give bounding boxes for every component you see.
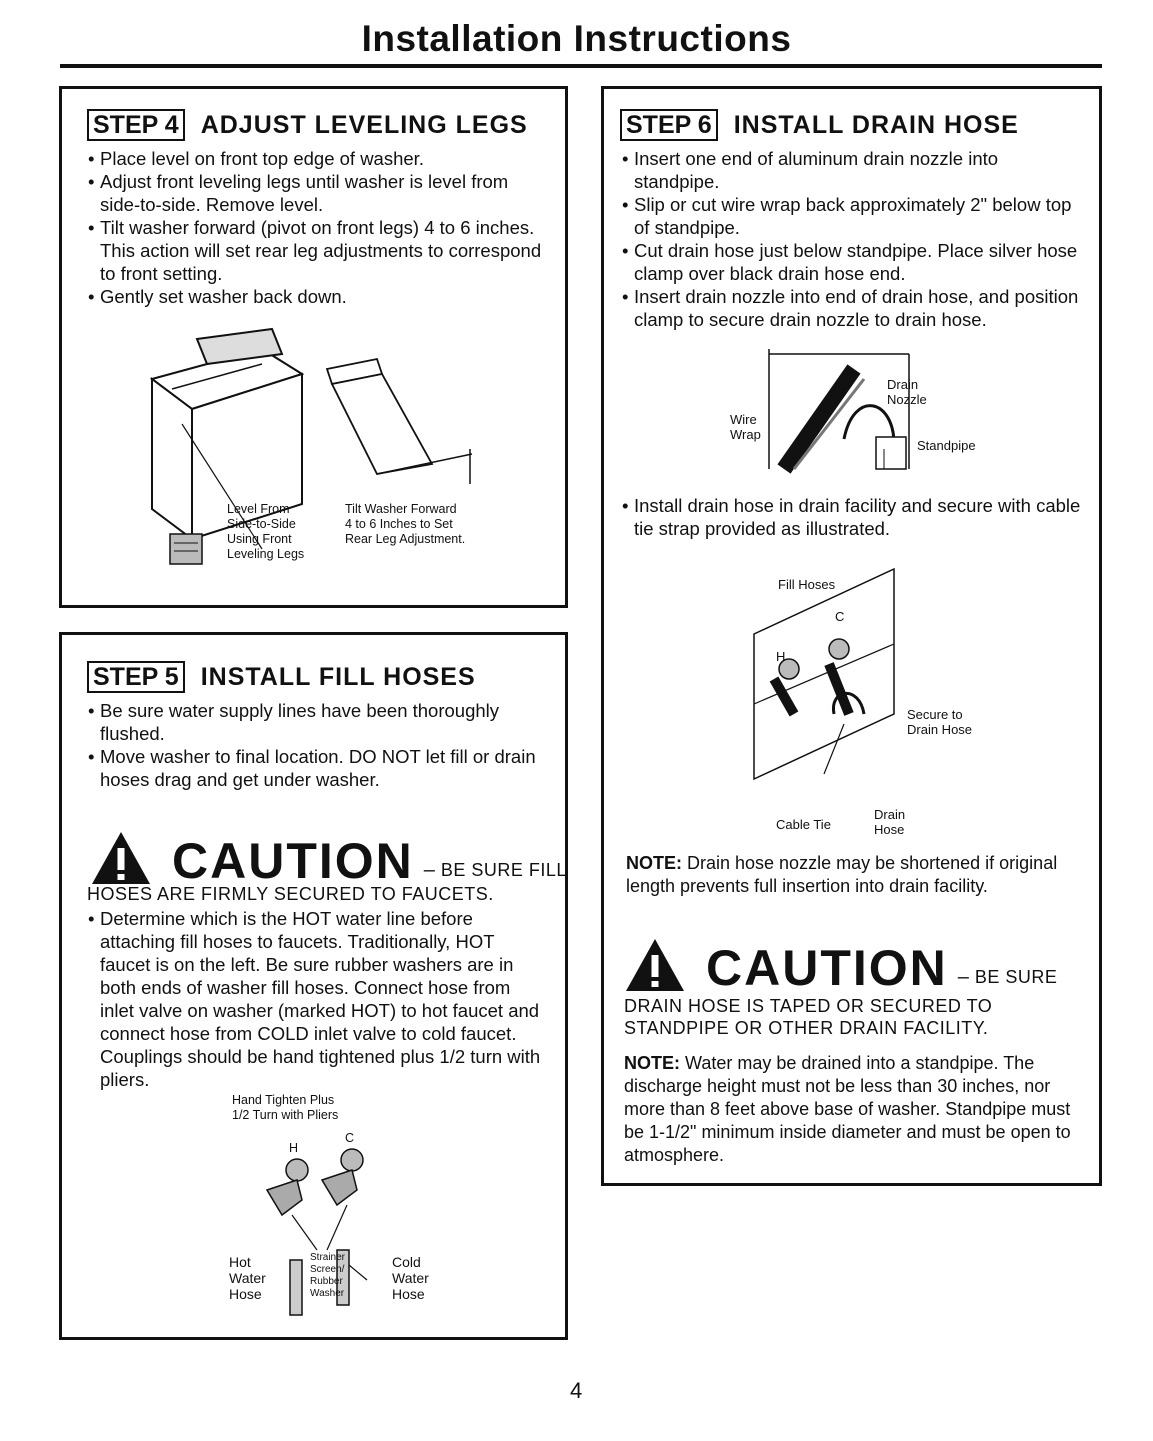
caption-hot-water-hose: Hot Water Hose (229, 1254, 266, 1302)
caption-secure-to-drain-hose: Secure to Drain Hose (907, 707, 973, 737)
step4-bullet: • Place level on front top edge of washer. (84, 147, 549, 170)
step5-caution-word: CAUTION (172, 833, 414, 889)
caution-dash: – (423, 859, 435, 881)
title-rule (60, 64, 1102, 68)
standpipe-illustration (764, 349, 914, 474)
step6-note-2 (624, 1052, 1094, 1167)
step6-title: INSTALL DRAIN HOSE (733, 110, 1019, 139)
step5-bullet: • Determine which is the HOT water line before attaching fill hoses to faucets. Traditionally, HOT faucet is on the left. Be sure rubber washers are in both ends of washer fill hoses. Connect hose from inlet valve on washer (marked HOT) to hot faucet and connect hose from COLD inlet valve to cold faucet. Couplings should be hand tightened plus 1/2 turn with pliers. (84, 907, 549, 1091)
step4-bullet: • Tilt washer forward (pivot on front legs) 4 to 6 inches. This action will set rear leg adjustments to correspond to front setting. (84, 216, 549, 285)
caption-cold-water-hose: Cold Water Hose (392, 1254, 429, 1302)
step4-bullets (84, 147, 549, 308)
step5-bullet: • Move washer to final location. DO NOT let fill or drain hoses drag and get under washer. (84, 745, 549, 791)
step5-bullets-2 (84, 907, 549, 1091)
step4-title: ADJUST LEVELING LEGS (200, 110, 528, 139)
note-label: NOTE: (624, 1053, 680, 1073)
step4-bullet: • Gently set washer back down. (84, 285, 549, 308)
step6-caution-word: CAUTION (706, 940, 948, 996)
step5-title: INSTALL FILL HOSES (200, 662, 476, 691)
step5-panel (59, 632, 568, 1340)
caption-drain-nozzle: Drain Nozzle (887, 377, 927, 407)
step5-bullet: • Be sure water supply lines have been thoroughly flushed. (84, 699, 549, 745)
caption-wire-wrap: Wire Wrap (730, 412, 761, 442)
step6-tag: STEP 6 (620, 109, 718, 141)
step4-panel (59, 86, 568, 608)
label-cold-c: C (835, 609, 845, 624)
note-label: NOTE: (626, 853, 682, 873)
step6-bullet: • Cut drain hose just below standpipe. Place silver hose clamp over black drain hose end. (618, 239, 1088, 285)
caption-hand-tighten: Hand Tighten Plus 1/2 Turn with Pliers (232, 1093, 339, 1122)
caption-cable-tie: Cable Tie (776, 817, 831, 832)
step6-bullet: • Install drain hose in drain facility and secure with cable tie strap provided as illustrated. (618, 494, 1088, 540)
page-title: Installation Instructions (361, 18, 792, 59)
step4-header (87, 109, 528, 141)
step6-panel (601, 86, 1102, 1186)
step5-tag: STEP 5 (87, 661, 185, 693)
warning-triangle-icon (624, 937, 686, 993)
caption-strainer-screen: Strainer Screen/ Rubber Washer (310, 1252, 346, 1299)
caption-tilt-washer: Tilt Washer Forward 4 to 6 Inches to Set Rear Leg Adjustment. (345, 502, 466, 546)
caption-level-from: Level From Side-to-Side Using Front Leveling Legs (227, 502, 305, 561)
step6-bullet: • Insert drain nozzle into end of drain hose, and position clamp to secure drain nozzle to drain hose. (618, 285, 1088, 331)
step4-tag: STEP 4 (87, 109, 185, 141)
step6-caution-line (624, 937, 1058, 996)
step6-bullet: • Insert one end of aluminum drain nozzle into standpipe. (618, 147, 1088, 193)
step6-bullets-2 (618, 494, 1088, 540)
label-hot-h: H (289, 1141, 299, 1155)
step6-note-1 (626, 852, 1091, 898)
label-hot-h: H (776, 649, 786, 664)
step6-header (620, 109, 1019, 141)
warning-triangle-icon (90, 830, 152, 886)
note-text: Drain hose nozzle may be shortened if original length prevents full insertion into drain facility. (626, 853, 1058, 896)
caption-standpipe: Standpipe (917, 438, 976, 453)
caution-dash: – (957, 966, 969, 988)
washer-tilt-illustration (322, 354, 482, 494)
step5-header (87, 661, 476, 693)
step5-caution-tail: BE SURE FILL (440, 860, 567, 880)
step5-caution-line (90, 830, 567, 889)
step5-caution-continuation: HOSES ARE FIRMLY SECURED TO FAUCETS. (87, 884, 494, 904)
step6-caution-tail: BE SURE (974, 967, 1058, 987)
step6-bullet: • Slip or cut wire wrap back approximately 2" below top of standpipe. (618, 193, 1088, 239)
drain-facility-illustration (744, 564, 904, 784)
step4-bullet: • Adjust front leveling legs until washer is level from side-to-side. Remove level. (84, 170, 549, 216)
caption-drain-hose: Drain Hose (874, 807, 906, 837)
note-text: Water may be drained into a standpipe. The discharge height must not be less than 30 inches, nor more than 8 feet above base of washer. Standpipe must be 1-1/2" minimum inside diameter and must be open to atmosphere. (624, 1053, 1071, 1165)
step6-caution-continuation: DRAIN HOSE IS TAPED OR SECURED TO STANDPIPE OR OTHER DRAIN FACILITY. (624, 996, 993, 1038)
caption-fill-hoses: Fill Hoses (778, 577, 836, 592)
label-cold-c: C (345, 1131, 355, 1145)
step6-bullets (618, 147, 1088, 331)
page-number: 4 (570, 1378, 583, 1403)
step5-bullets (84, 699, 549, 791)
